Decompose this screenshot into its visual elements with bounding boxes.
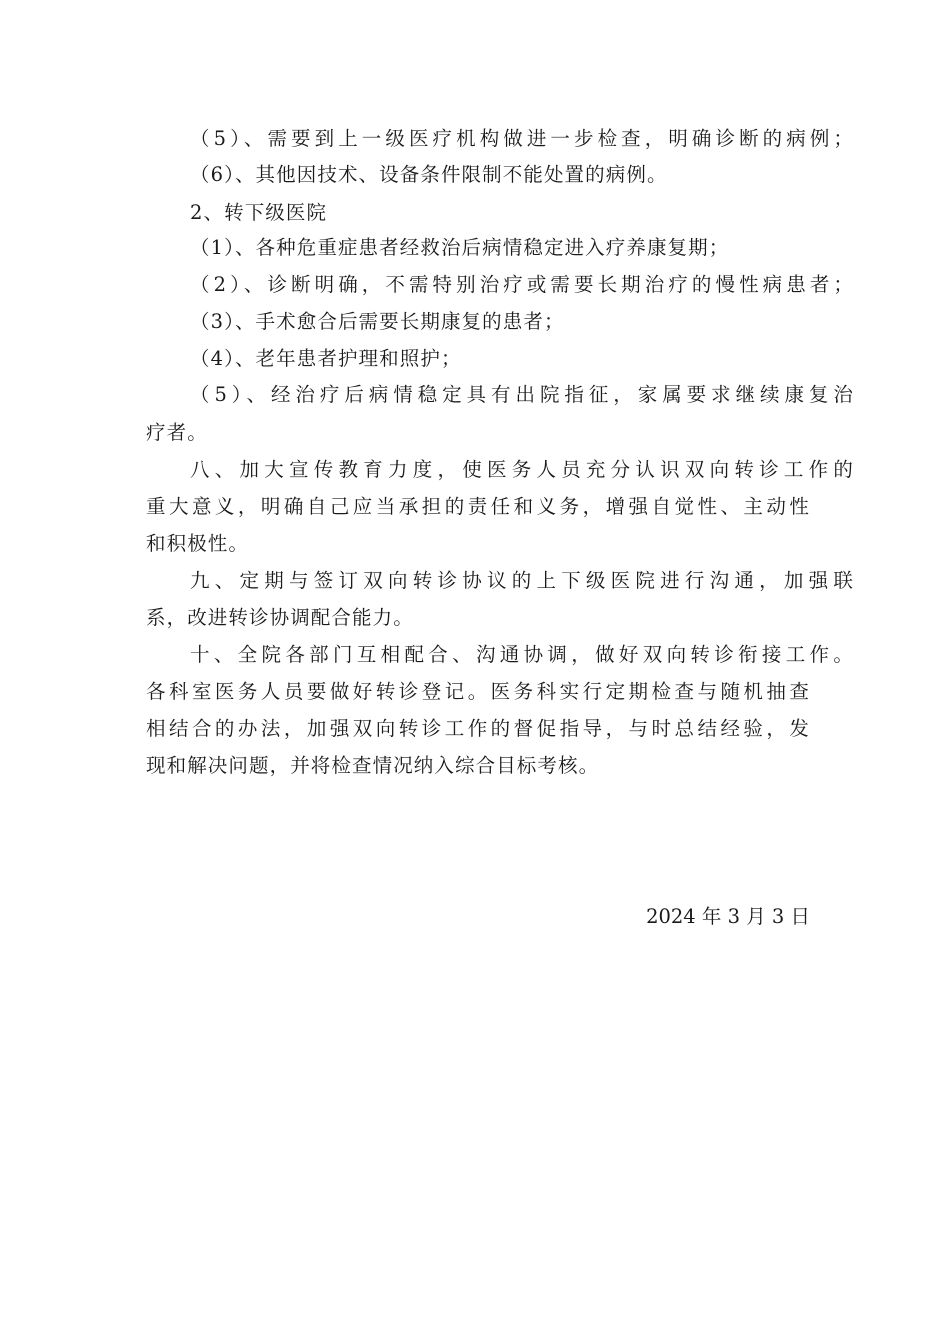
paragraph-nine-line-1: 九、定期与签订双向转诊协议的上下级医院进行沟通，加强联	[190, 569, 854, 592]
section-heading-transfer-down: 2、转下级医院	[190, 201, 328, 224]
list-item-transfer-down-5-cont: 疗者。	[146, 421, 208, 444]
list-item-transfer-down-4: （4）、老年患者护理和照护；	[190, 347, 462, 370]
list-item-transfer-down-5: （5）、经治疗后病情稳定具有出院指征，家属要求继续康复治	[190, 383, 854, 406]
list-item-transfer-down-2: （2）、诊断明确，不需特别治疗或需要长期治疗的慢性病患者；	[190, 273, 854, 296]
paragraph-eight-line-2: 重大意义，明确自己应当承担的责任和义务，增强自觉性、主动性	[146, 495, 810, 518]
list-item-transfer-up-5: （5）、需要到上一级医疗机构做进一步检查，明确诊断的病例；	[190, 127, 854, 150]
list-item-transfer-down-3: （3）、手术愈合后需要长期康复的患者；	[190, 310, 565, 333]
paragraph-eight-line-1: 八、加大宣传教育力度，使医务人员充分认识双向转诊工作的	[190, 458, 854, 481]
list-item-transfer-down-1: （1）、各种危重症患者经救治后病情稳定进入疗养康复期；	[190, 236, 730, 259]
document-date: 2024 年 3 月 3 日	[646, 905, 810, 928]
paragraph-ten-line-3: 相结合的办法，加强双向转诊工作的督促指导，与时总结经验，发	[146, 717, 810, 740]
paragraph-eight-line-3: 和积极性。	[146, 532, 250, 555]
paragraph-ten-line-4: 现和解决问题，并将检查情况纳入综合目标考核。	[146, 754, 600, 777]
paragraph-nine-line-2: 系，改进转诊协调配合能力。	[146, 606, 414, 629]
paragraph-ten-line-2: 各科室医务人员要做好转诊登记。医务科实行定期检查与随机抽查	[146, 680, 810, 703]
list-item-transfer-up-6: （6）、其他因技术、设备条件限制不能处置的病例。	[190, 163, 668, 186]
paragraph-ten-line-1: 十、全院各部门互相配合、沟通协调，做好双向转诊衔接工作。	[190, 643, 854, 666]
